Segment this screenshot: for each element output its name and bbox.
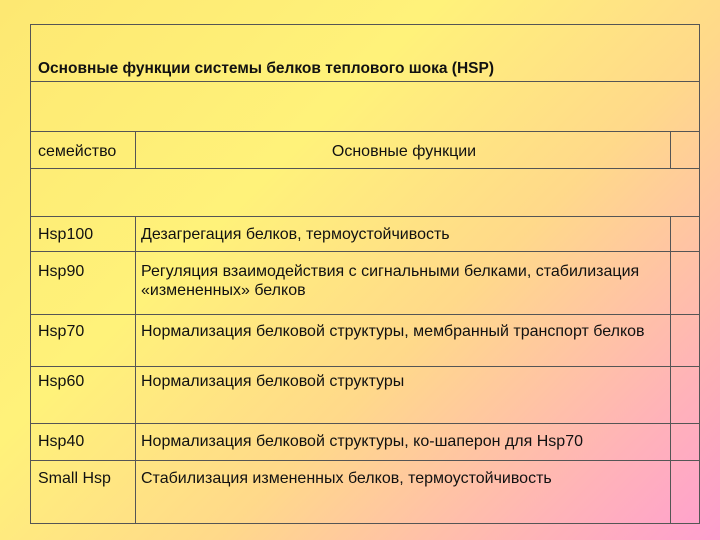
table-row	[31, 367, 699, 424]
row-function: Регуляция взаимодействия с сигнальными белками, стабилизация «измененных» белков	[141, 263, 640, 299]
column-divider	[135, 315, 136, 366]
row-function: Нормализация белковой структуры, ко-шаперон для Hsp70	[141, 433, 583, 450]
narrow-cell	[670, 461, 699, 523]
row-family: Hsp100	[38, 226, 94, 243]
narrow-cell	[670, 252, 699, 314]
column-divider	[135, 252, 136, 314]
table-title: Основные функции системы белков теплового шока (HSP)	[38, 60, 495, 77]
empty-row	[31, 82, 699, 132]
row-family: Small Hsp	[38, 470, 111, 487]
row-function: Дезагрегация белков, термоустойчивость	[141, 226, 450, 243]
row-family: Hsp70	[38, 323, 85, 340]
column-divider	[135, 424, 136, 460]
column-divider	[135, 217, 136, 251]
row-function: Нормализация белковой структуры, мембранный транспорт белков	[141, 323, 645, 340]
empty-row	[31, 169, 699, 217]
row-family: Hsp40	[38, 433, 85, 450]
row-function: Нормализация белковой структуры	[141, 373, 405, 390]
table-row	[31, 252, 699, 315]
row-family: Hsp90	[38, 263, 85, 280]
header-functions: Основные функции	[331, 143, 477, 160]
narrow-cell	[670, 367, 699, 423]
table-row	[31, 461, 699, 523]
table-title-row	[31, 25, 699, 82]
column-divider	[135, 367, 136, 423]
hsp-table	[30, 24, 700, 524]
column-divider	[135, 461, 136, 523]
table-row	[31, 424, 699, 461]
header-row	[31, 132, 699, 169]
table-row	[31, 315, 699, 367]
row-function: Стабилизация измененных белков, термоустойчивость	[141, 470, 552, 487]
table-row	[31, 217, 699, 252]
narrow-cell	[670, 315, 699, 366]
row-family: Hsp60	[38, 373, 85, 390]
narrow-cell	[670, 217, 699, 251]
narrow-cell	[670, 424, 699, 460]
narrow-cell	[670, 132, 699, 168]
header-family: семейство	[38, 143, 117, 160]
